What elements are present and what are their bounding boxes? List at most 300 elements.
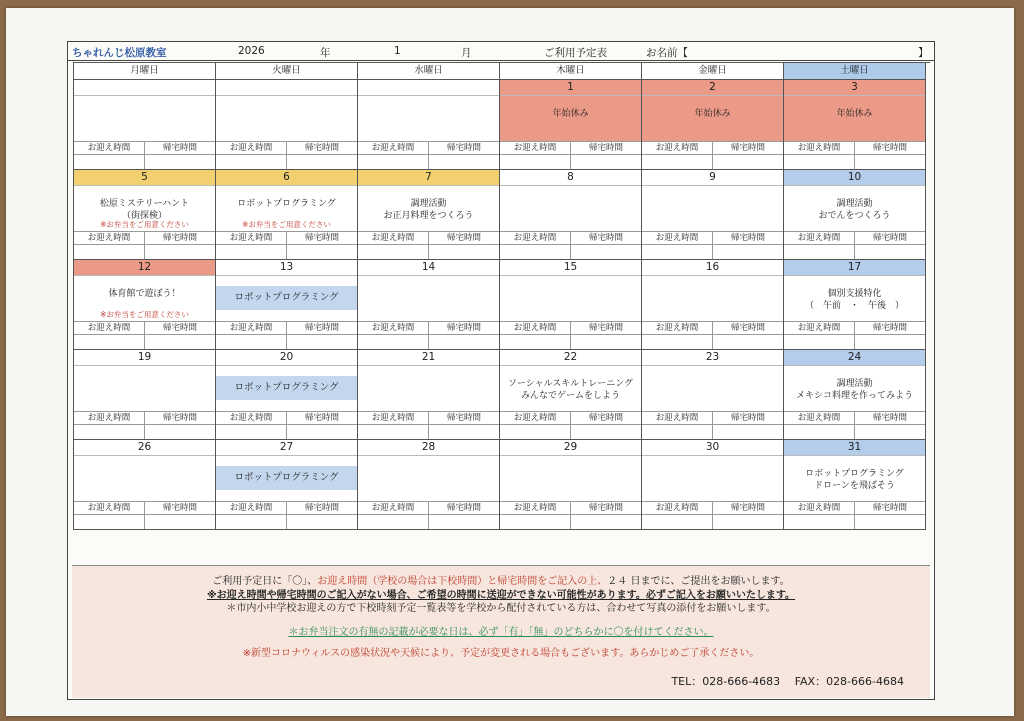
day-activity-area xyxy=(216,456,357,501)
pickup-time-label: お迎え時間 xyxy=(74,142,145,154)
time-entry-row xyxy=(216,244,357,259)
return-time-label: 帰宅時間 xyxy=(588,233,623,243)
return-time-field[interactable] xyxy=(287,335,357,349)
day-activity-area xyxy=(784,276,925,321)
day-number: 24 xyxy=(784,350,925,366)
school-name: ちゃれんじ松原教室 xyxy=(72,47,167,59)
time-labels-row xyxy=(358,411,499,424)
pickup-time-field[interactable] xyxy=(784,335,855,349)
day-cell[interactable] xyxy=(500,170,642,260)
day-cell[interactable] xyxy=(642,440,784,530)
day-cell[interactable] xyxy=(216,260,358,350)
return-time-label: 帰宅時間 xyxy=(872,143,907,153)
day-activity-area xyxy=(358,366,499,411)
paper-sheet xyxy=(6,8,1014,716)
return-time-label: 帰宅時間 xyxy=(730,323,765,333)
return-time-field[interactable] xyxy=(571,425,641,439)
instruction-line-5: ※新型コロナウィルスの感染状況や天候により、予定が変更される場合もございます。あらかじめご了承ください。 xyxy=(242,648,760,659)
return-time-label: 帰宅時間 xyxy=(304,503,339,513)
return-time-field[interactable] xyxy=(429,335,499,349)
activity-label: 個別支援特化 （ 午前 ・ 午後 ） xyxy=(804,289,904,311)
day-cell[interactable] xyxy=(642,260,784,350)
pickup-time-label: お迎え時間 xyxy=(500,232,571,244)
return-time-field[interactable] xyxy=(713,515,783,529)
instruction-1b: お迎え時間（学校の場合は下校時間）と帰宅時間をご記入の上、 xyxy=(317,576,608,587)
return-time-label: 帰宅時間 xyxy=(730,233,765,243)
day-activity-area xyxy=(216,96,357,141)
day-number: 22 xyxy=(500,350,641,366)
instruction-line-2: ※お迎え時間や帰宅時間のご記入がない場合、ご希望の時間に送迎ができない可能性があります。必ずご記入をお願いいたします。 xyxy=(206,589,796,601)
return-time-field[interactable] xyxy=(855,425,925,439)
day-activity-area xyxy=(642,276,783,321)
time-entry-row xyxy=(358,424,499,439)
day-number: 5 xyxy=(74,170,215,186)
pickup-time-label: お迎え時間 xyxy=(74,322,145,334)
time-entry-row xyxy=(358,334,499,349)
return-time-label: 帰宅時間 xyxy=(872,503,907,513)
activity-label: 松原ミステリーハント （街探検） xyxy=(99,199,190,221)
day-cell[interactable] xyxy=(784,350,926,440)
day-number: 29 xyxy=(500,440,641,456)
return-time-label: 帰宅時間 xyxy=(872,323,907,333)
day-cell[interactable] xyxy=(784,260,926,350)
time-labels-row xyxy=(642,411,783,424)
time-labels-row xyxy=(500,231,641,244)
lunch-note: ※お弁当をご用意ください xyxy=(100,220,189,229)
pickup-time-field[interactable] xyxy=(74,335,145,349)
time-labels-row xyxy=(784,411,925,424)
pickup-time-field[interactable] xyxy=(358,245,429,259)
weeks-container xyxy=(73,80,930,530)
pickup-time-label: お迎え時間 xyxy=(358,502,429,514)
return-time-label: 帰宅時間 xyxy=(304,233,339,243)
day-cell[interactable] xyxy=(358,350,500,440)
time-labels-row xyxy=(642,231,783,244)
instruction-1c: ２４ 日までに、ご提出をお願いします。 xyxy=(607,576,790,587)
day-cell[interactable] xyxy=(358,80,500,170)
pickup-time-label: お迎え時間 xyxy=(500,322,571,334)
return-time-field[interactable] xyxy=(287,245,357,259)
time-entry-row xyxy=(500,154,641,169)
return-time-field[interactable] xyxy=(145,515,215,529)
day-cell[interactable] xyxy=(642,170,784,260)
pickup-time-field[interactable] xyxy=(642,425,713,439)
week-row xyxy=(73,170,930,260)
time-labels-row xyxy=(74,231,215,244)
name-close-bracket: 】 xyxy=(918,47,929,59)
return-time-label: 帰宅時間 xyxy=(162,323,197,333)
time-entry-row xyxy=(642,154,783,169)
time-labels-row xyxy=(216,141,357,154)
time-entry-row xyxy=(642,334,783,349)
day-activity-area xyxy=(358,456,499,501)
activity-label: 調理活動 メキシコ料理を作ってみよう xyxy=(796,379,913,401)
day-cell[interactable] xyxy=(216,350,358,440)
day-number: 31 xyxy=(784,440,925,456)
pickup-time-field[interactable] xyxy=(500,155,571,169)
return-time-field[interactable] xyxy=(287,425,357,439)
time-entry-row xyxy=(500,334,641,349)
pickup-time-field[interactable] xyxy=(784,245,855,259)
day-number xyxy=(216,80,357,96)
dow-sat: 土曜日 xyxy=(784,63,926,80)
pickup-time-field[interactable] xyxy=(216,515,287,529)
pickup-time-field[interactable] xyxy=(500,245,571,259)
day-number: 27 xyxy=(216,440,357,456)
pickup-time-label: お迎え時間 xyxy=(216,232,287,244)
time-labels-row xyxy=(500,321,641,334)
activity-label: 調理活動 お正月料理をつくろう xyxy=(383,199,474,221)
day-activity-area xyxy=(642,186,783,231)
day-cell[interactable] xyxy=(358,170,500,260)
day-cell[interactable] xyxy=(74,350,216,440)
time-entry-row xyxy=(74,244,215,259)
pickup-time-label: お迎え時間 xyxy=(642,412,713,424)
pickup-time-field[interactable] xyxy=(500,515,571,529)
lunch-note: ※お弁当をご用意ください xyxy=(242,220,331,229)
day-activity-area xyxy=(642,456,783,501)
time-labels-row xyxy=(642,141,783,154)
time-entry-row xyxy=(784,244,925,259)
return-time-label: 帰宅時間 xyxy=(588,503,623,513)
pickup-time-field[interactable] xyxy=(358,515,429,529)
time-entry-row xyxy=(784,334,925,349)
pickup-time-label: お迎え時間 xyxy=(74,502,145,514)
day-number: 26 xyxy=(74,440,215,456)
pickup-time-label: お迎え時間 xyxy=(642,142,713,154)
day-activity-area xyxy=(216,366,357,411)
day-cell[interactable] xyxy=(74,260,216,350)
day-activity-area xyxy=(74,186,215,231)
time-labels-row xyxy=(500,501,641,514)
day-activity-area xyxy=(500,276,641,321)
day-cell[interactable] xyxy=(642,80,784,170)
dow-mon: 月曜日 xyxy=(74,63,216,80)
return-time-field[interactable] xyxy=(571,515,641,529)
time-entry-row xyxy=(784,424,925,439)
time-entry-row xyxy=(358,244,499,259)
return-time-field[interactable] xyxy=(713,425,783,439)
instructions-box xyxy=(72,565,930,698)
return-time-field[interactable] xyxy=(429,155,499,169)
activity-label: ロボットプログラミング ドローンを飛ばそう xyxy=(805,469,904,491)
day-cell[interactable] xyxy=(784,80,926,170)
day-cell[interactable] xyxy=(358,440,500,530)
pickup-time-field[interactable] xyxy=(642,245,713,259)
return-time-field[interactable] xyxy=(145,335,215,349)
return-time-field[interactable] xyxy=(713,245,783,259)
time-labels-row xyxy=(500,141,641,154)
return-time-label: 帰宅時間 xyxy=(304,413,339,423)
time-entry-row xyxy=(784,514,925,529)
dow-fri: 金曜日 xyxy=(642,63,784,80)
day-number: 16 xyxy=(642,260,783,276)
time-labels-row xyxy=(358,501,499,514)
pickup-time-field[interactable] xyxy=(216,245,287,259)
dow-tue: 火曜日 xyxy=(216,63,358,80)
time-labels-row xyxy=(74,411,215,424)
pickup-time-label: お迎え時間 xyxy=(358,232,429,244)
day-activity-area xyxy=(784,186,925,231)
day-activity-area xyxy=(500,366,641,411)
pickup-time-label: お迎え時間 xyxy=(500,412,571,424)
time-entry-row xyxy=(216,424,357,439)
day-cell[interactable] xyxy=(500,260,642,350)
day-activity-area xyxy=(216,276,357,321)
time-labels-row xyxy=(784,231,925,244)
time-labels-row xyxy=(784,501,925,514)
return-time-label: 帰宅時間 xyxy=(162,413,197,423)
day-activity-area xyxy=(784,366,925,411)
time-labels-row xyxy=(500,411,641,424)
day-cell[interactable] xyxy=(216,440,358,530)
return-time-label: 帰宅時間 xyxy=(162,143,197,153)
return-time-label: 帰宅時間 xyxy=(304,323,339,333)
pickup-time-label: お迎え時間 xyxy=(216,142,287,154)
pickup-time-label: お迎え時間 xyxy=(358,412,429,424)
time-entry-row xyxy=(500,514,641,529)
pickup-time-field[interactable] xyxy=(358,155,429,169)
pickup-time-label: お迎え時間 xyxy=(216,502,287,514)
time-labels-row xyxy=(784,321,925,334)
day-number: 21 xyxy=(358,350,499,366)
time-entry-row xyxy=(216,334,357,349)
dow-wed: 水曜日 xyxy=(358,63,500,80)
activity-label: 年始休み xyxy=(836,109,873,119)
time-labels-row xyxy=(358,321,499,334)
pickup-time-field[interactable] xyxy=(642,155,713,169)
activity-label: ロボットプログラミング xyxy=(216,286,357,310)
week-row xyxy=(73,260,930,350)
pickup-time-label: お迎え時間 xyxy=(74,412,145,424)
day-number: 3 xyxy=(784,80,925,96)
day-activity-area xyxy=(500,96,641,141)
pickup-time-field[interactable] xyxy=(74,245,145,259)
form-header xyxy=(68,42,934,60)
day-cell[interactable] xyxy=(358,260,500,350)
return-time-field[interactable] xyxy=(429,245,499,259)
pickup-time-field[interactable] xyxy=(784,155,855,169)
day-number: 23 xyxy=(642,350,783,366)
time-labels-row xyxy=(216,231,357,244)
day-cell[interactable] xyxy=(74,170,216,260)
return-time-label: 帰宅時間 xyxy=(872,233,907,243)
day-activity-area xyxy=(500,456,641,501)
day-cell[interactable] xyxy=(642,350,784,440)
pickup-time-field[interactable] xyxy=(500,335,571,349)
day-cell[interactable] xyxy=(74,440,216,530)
return-time-label: 帰宅時間 xyxy=(162,233,197,243)
time-labels-row xyxy=(216,501,357,514)
day-number: 13 xyxy=(216,260,357,276)
month-value: 1 xyxy=(394,45,401,57)
day-activity-area xyxy=(642,96,783,141)
day-cell[interactable] xyxy=(784,440,926,530)
return-time-field[interactable] xyxy=(713,335,783,349)
pickup-time-label: お迎え時間 xyxy=(642,502,713,514)
day-of-week-row xyxy=(73,62,930,80)
dow-thu: 木曜日 xyxy=(500,63,642,80)
time-labels-row xyxy=(642,321,783,334)
return-time-label: 帰宅時間 xyxy=(446,233,481,243)
return-time-label: 帰宅時間 xyxy=(446,143,481,153)
return-time-field[interactable] xyxy=(713,155,783,169)
pickup-time-field[interactable] xyxy=(642,515,713,529)
activity-label: ロボットプログラミング xyxy=(216,376,357,400)
pickup-time-field[interactable] xyxy=(358,425,429,439)
pickup-time-field[interactable] xyxy=(74,425,145,439)
pickup-time-label: お迎え時間 xyxy=(784,322,855,334)
day-cell[interactable] xyxy=(784,170,926,260)
time-entry-row xyxy=(358,514,499,529)
time-entry-row xyxy=(74,424,215,439)
pickup-time-field[interactable] xyxy=(216,335,287,349)
return-time-label: 帰宅時間 xyxy=(730,413,765,423)
pickup-time-label: お迎え時間 xyxy=(500,142,571,154)
pickup-time-label: お迎え時間 xyxy=(784,232,855,244)
day-activity-area xyxy=(358,276,499,321)
contact-info xyxy=(671,675,904,689)
time-entry-row xyxy=(784,154,925,169)
day-cell[interactable] xyxy=(216,80,358,170)
return-time-field[interactable] xyxy=(855,515,925,529)
return-time-label: 帰宅時間 xyxy=(588,413,623,423)
pickup-time-label: お迎え時間 xyxy=(784,502,855,514)
time-labels-row xyxy=(216,321,357,334)
day-number: 1 xyxy=(500,80,641,96)
pickup-time-field[interactable] xyxy=(74,155,145,169)
return-time-field[interactable] xyxy=(571,155,641,169)
time-labels-row xyxy=(358,231,499,244)
return-time-label: 帰宅時間 xyxy=(730,503,765,513)
time-entry-row xyxy=(74,154,215,169)
pickup-time-label: お迎え時間 xyxy=(216,412,287,424)
pickup-time-field[interactable] xyxy=(500,425,571,439)
day-number: 15 xyxy=(500,260,641,276)
pickup-time-label: お迎え時間 xyxy=(74,232,145,244)
time-entry-row xyxy=(642,514,783,529)
week-row xyxy=(73,80,930,170)
return-time-field[interactable] xyxy=(429,515,499,529)
return-time-label: 帰宅時間 xyxy=(446,503,481,513)
return-time-field[interactable] xyxy=(571,245,641,259)
day-number: 2 xyxy=(642,80,783,96)
time-entry-row xyxy=(216,154,357,169)
instruction-1a: ご利用予定日に「〇」、 xyxy=(212,576,318,587)
instruction-line-3: ＊市内小中学校お迎えの方で下校時刻予定一覧表等を学校から配付されている方は、合わせて写真の添付をお願いします。 xyxy=(226,603,776,614)
return-time-field[interactable] xyxy=(145,245,215,259)
pickup-time-field[interactable] xyxy=(642,335,713,349)
return-time-label: 帰宅時間 xyxy=(588,323,623,333)
pickup-time-field[interactable] xyxy=(784,425,855,439)
pickup-time-label: お迎え時間 xyxy=(500,502,571,514)
week-row xyxy=(73,350,930,440)
pickup-time-field[interactable] xyxy=(784,515,855,529)
day-number: 14 xyxy=(358,260,499,276)
time-labels-row xyxy=(358,141,499,154)
day-cell[interactable] xyxy=(500,80,642,170)
time-entry-row xyxy=(642,244,783,259)
day-number: 30 xyxy=(642,440,783,456)
pickup-time-field[interactable] xyxy=(74,515,145,529)
pickup-time-label: お迎え時間 xyxy=(358,322,429,334)
instruction-line-4: ＊お弁当注文の有無の記載が必要な日は、必ず「有」「無」のどちらかに〇を付けてください。 xyxy=(288,626,714,638)
return-time-field[interactable] xyxy=(429,425,499,439)
return-time-field[interactable] xyxy=(855,335,925,349)
return-time-field[interactable] xyxy=(855,155,925,169)
pickup-time-field[interactable] xyxy=(216,425,287,439)
activity-label: 年始休み xyxy=(694,109,731,119)
day-cell[interactable] xyxy=(216,170,358,260)
activity-label: ロボットプログラミング xyxy=(237,199,336,209)
return-time-label: 帰宅時間 xyxy=(304,143,339,153)
return-time-label: 帰宅時間 xyxy=(730,143,765,153)
day-cell[interactable] xyxy=(74,80,216,170)
day-number: 19 xyxy=(74,350,215,366)
pickup-time-label: お迎え時間 xyxy=(642,322,713,334)
day-number xyxy=(358,80,499,96)
return-time-label: 帰宅時間 xyxy=(872,413,907,423)
calendar-grid xyxy=(73,62,930,530)
day-cell[interactable] xyxy=(500,440,642,530)
schedule-form xyxy=(67,41,935,700)
day-activity-area xyxy=(74,276,215,321)
return-time-field[interactable] xyxy=(145,425,215,439)
form-title: ご利用予定表 xyxy=(544,47,607,59)
return-time-field[interactable] xyxy=(145,155,215,169)
pickup-time-label: お迎え時間 xyxy=(358,142,429,154)
activity-label: ソーシャルスキルトレーニング みんなでゲームをしよう xyxy=(507,379,634,401)
day-number: 12 xyxy=(74,260,215,276)
day-number: 10 xyxy=(784,170,925,186)
return-time-field[interactable] xyxy=(287,515,357,529)
day-activity-area xyxy=(216,186,357,231)
day-number: 9 xyxy=(642,170,783,186)
instruction-line-1 xyxy=(72,575,930,589)
pickup-time-label: お迎え時間 xyxy=(784,412,855,424)
return-time-field[interactable] xyxy=(855,245,925,259)
time-entry-row xyxy=(500,244,641,259)
name-label: お名前【 xyxy=(646,47,688,59)
activity-label: ロボットプログラミング xyxy=(216,466,357,490)
time-labels-row xyxy=(74,501,215,514)
day-number: 7 xyxy=(358,170,499,186)
day-number: 20 xyxy=(216,350,357,366)
month-unit: 月 xyxy=(461,47,472,59)
pickup-time-label: お迎え時間 xyxy=(216,322,287,334)
return-time-label: 帰宅時間 xyxy=(446,413,481,423)
pickup-time-field[interactable] xyxy=(216,155,287,169)
day-activity-area xyxy=(74,456,215,501)
return-time-field[interactable] xyxy=(571,335,641,349)
time-labels-row xyxy=(74,321,215,334)
week-row xyxy=(73,440,930,530)
time-labels-row xyxy=(642,501,783,514)
activity-label: 年始休み xyxy=(552,109,589,119)
return-time-field[interactable] xyxy=(287,155,357,169)
year-unit: 年 xyxy=(320,47,331,59)
day-activity-area xyxy=(358,186,499,231)
day-cell[interactable] xyxy=(500,350,642,440)
activity-label: 体育館で遊ぼう！ xyxy=(108,289,181,299)
day-activity-area xyxy=(642,366,783,411)
day-number: 28 xyxy=(358,440,499,456)
pickup-time-field[interactable] xyxy=(358,335,429,349)
pickup-time-label: お迎え時間 xyxy=(784,142,855,154)
time-entry-row xyxy=(74,334,215,349)
year-value: 2026 xyxy=(238,45,265,57)
time-entry-row xyxy=(358,154,499,169)
